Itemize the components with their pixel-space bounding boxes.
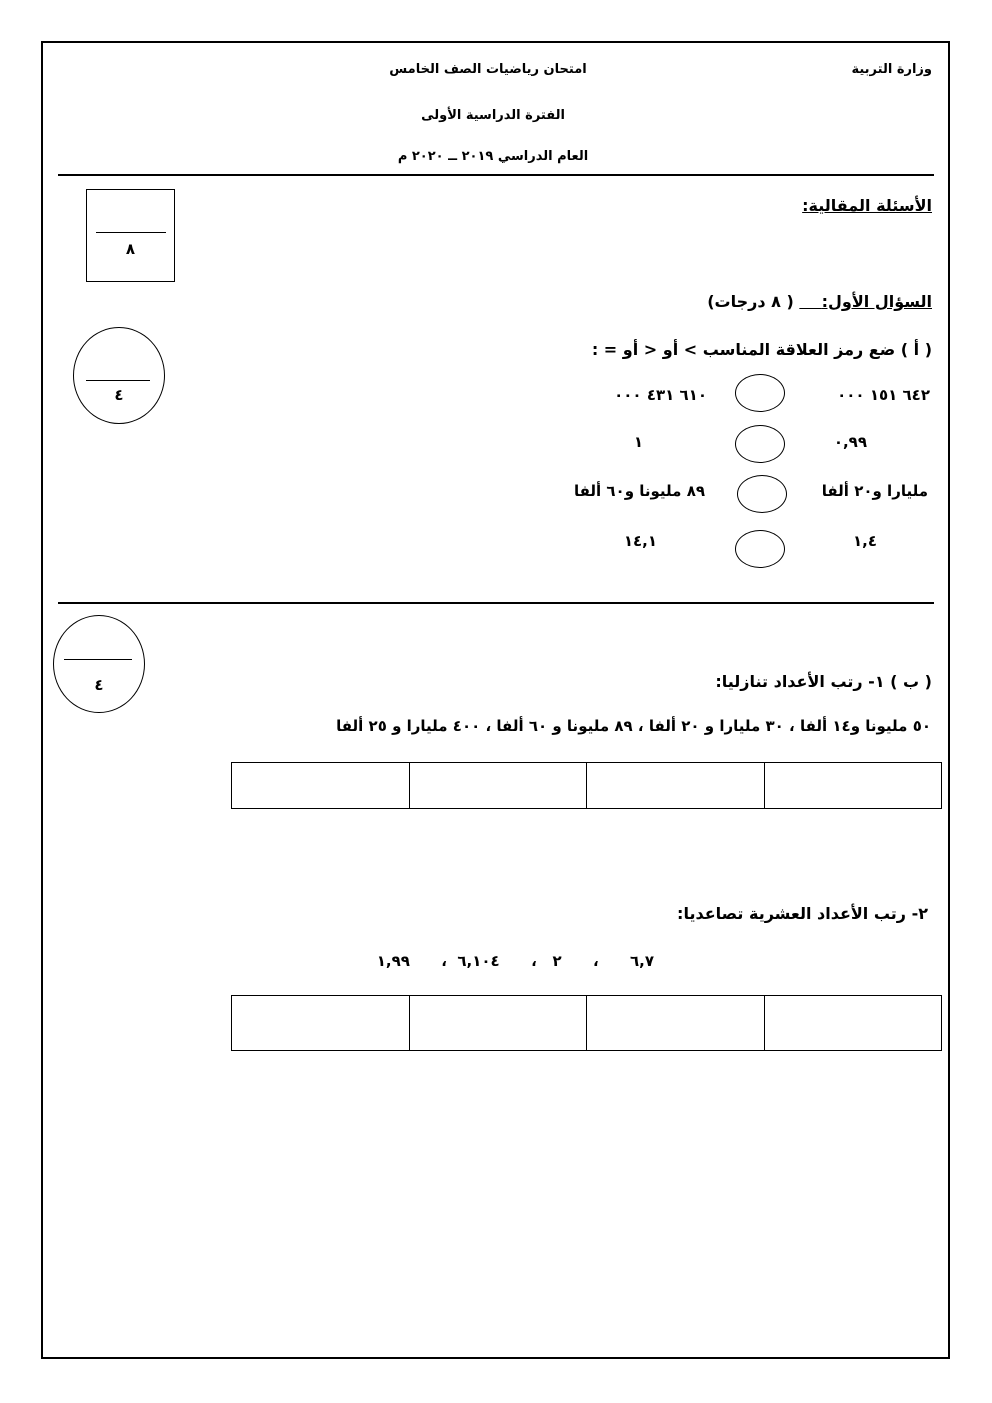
answer-cell[interactable] xyxy=(232,763,410,809)
part-a-score: ٤ xyxy=(114,386,124,404)
question-1-title xyxy=(707,292,932,311)
section-divider xyxy=(58,602,934,604)
compare-right-1: ٦٤٢ ١٥١ ٠٠٠ xyxy=(837,386,930,404)
total-score: ٨ xyxy=(125,240,136,258)
question-1-label: السؤال الأول: xyxy=(821,292,932,311)
part-b-score: ٤ xyxy=(94,676,104,694)
comparison-blank-2[interactable] xyxy=(735,425,785,463)
compare-left-3: ٨٩ مليونا و٦٠ ألفا xyxy=(573,482,705,500)
part-b-q1-numbers: ٥٠ مليونا و١٤ ألفا ، ٣٠ مليارا و ٢٠ ألفا ، ٨٩ مليونا و ٦٠ ألفا ، ٤٠٠ مليارا و ٢٥ ألفا xyxy=(336,717,931,735)
comparison-blank-1[interactable] xyxy=(735,374,785,412)
answer-table-descending xyxy=(231,762,942,809)
academic-year: العام الدراسي ٢٠١٩ ــ ٢٠٢٠ م xyxy=(397,149,589,164)
answer-cell[interactable] xyxy=(587,763,765,809)
compare-left-2: ١ xyxy=(633,433,643,451)
answer-cell[interactable] xyxy=(764,996,942,1051)
ministry-label: وزارة التربية xyxy=(851,62,932,77)
part-a-score-circle xyxy=(73,327,165,424)
compare-left-1: ٦١٠ ٤٣١ ٠٠٠ xyxy=(614,386,707,404)
compare-right-3: مليارا و٢٠ ألفا xyxy=(821,482,928,500)
comparison-blank-4[interactable] xyxy=(735,530,785,568)
total-score-box xyxy=(86,189,175,282)
compare-right-4: ١,٤ xyxy=(852,532,877,550)
part-a-instruction: ( أ ) ضع رمز العلاقة المناسب > أو < أو = : xyxy=(591,340,932,359)
separator: ، xyxy=(592,952,599,970)
answer-cell[interactable] xyxy=(409,763,587,809)
essay-heading: الأسئلة المقالية: xyxy=(802,196,932,215)
decimal-number: ٦,١٠٤ xyxy=(457,952,500,970)
decimal-number: ٦,٧ xyxy=(629,952,654,970)
part-b-q2-title: ٢- رتب الأعداد العشرية تصاعديا: xyxy=(677,904,928,923)
decimal-number: ٢ xyxy=(552,952,562,970)
score-line xyxy=(86,380,150,381)
comparison-blank-3[interactable] xyxy=(737,475,787,513)
exam-title: امتحان رياضيات الصف الخامس xyxy=(389,62,587,77)
answer-cell[interactable] xyxy=(409,996,587,1051)
answer-table-ascending xyxy=(231,995,942,1051)
part-b-score-circle xyxy=(53,615,145,713)
part-b-q2-numbers xyxy=(377,952,654,970)
header-divider xyxy=(58,174,934,176)
separator: ، xyxy=(531,952,537,970)
question-1-points: ( ٨ درجات) xyxy=(707,292,794,311)
answer-cell[interactable] xyxy=(232,996,410,1051)
score-line xyxy=(96,232,166,233)
answer-cell[interactable] xyxy=(764,763,942,809)
score-line xyxy=(64,659,132,660)
separator: ، xyxy=(441,952,447,970)
semester-label: الفترة الدراسية الأولى xyxy=(421,108,565,123)
answer-cell[interactable] xyxy=(587,996,765,1051)
decimal-number: ١,٩٩ xyxy=(376,952,410,970)
compare-right-2: ٠,٩٩ xyxy=(833,433,867,451)
compare-left-4: ١٤,١ xyxy=(623,532,657,550)
part-b-q1-title: ( ب ) ١- رتب الأعداد تنازليا: xyxy=(715,672,932,691)
page-border xyxy=(41,41,950,1359)
